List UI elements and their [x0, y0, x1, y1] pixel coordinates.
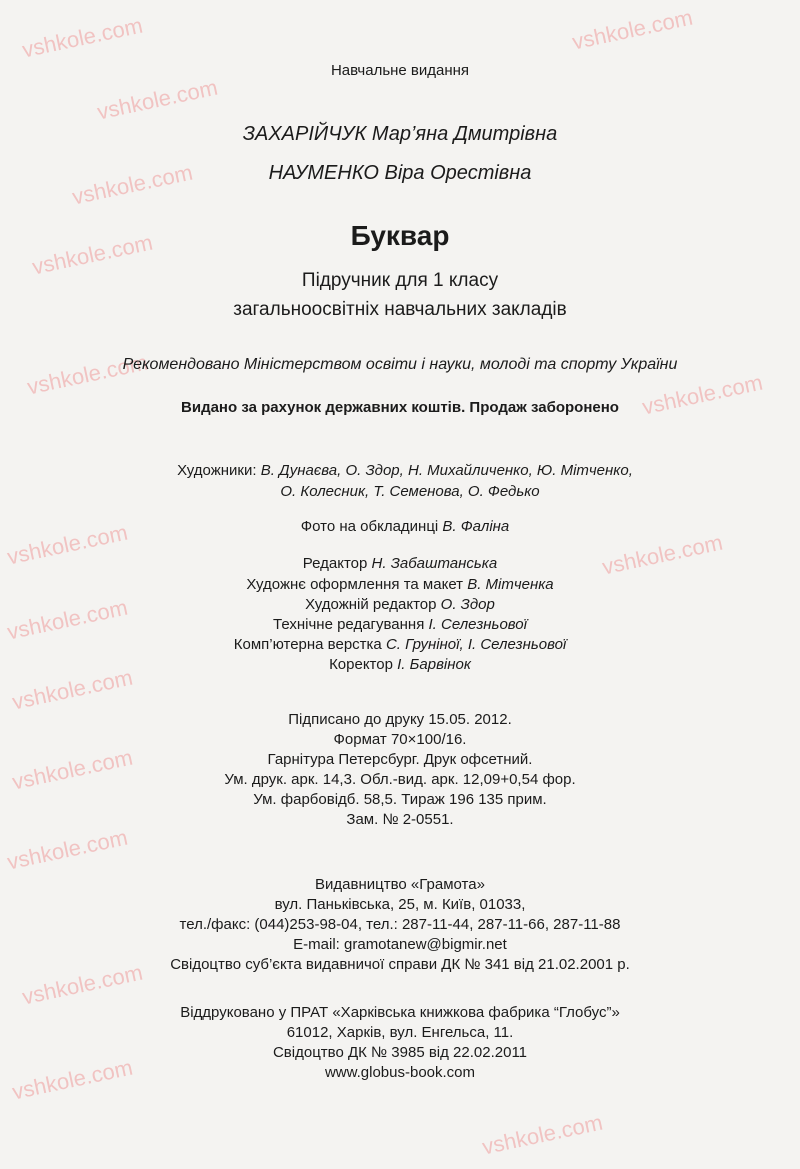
- proofreader-label: Коректор: [329, 656, 398, 673]
- subtitle-line-2: загальноосвітніх навчальних закладів: [233, 299, 567, 320]
- author-1-name: Мар’яна Дмитрівна: [366, 123, 558, 145]
- book-title: Буквар: [350, 220, 450, 251]
- author-2: [0, 162, 800, 185]
- watermark: vshkole.com: [95, 74, 220, 125]
- proofreader: [0, 656, 800, 673]
- publisher-line: Видавництво «Грамота»: [315, 876, 485, 893]
- print-info-line: Ум. друк. арк. 14,3. Обл.-вид. арк. 12,09+0,54 фор.: [224, 771, 576, 788]
- watermark: vshkole.com: [30, 229, 155, 280]
- publisher-line: тел./факс: (044)253-98-04, тел.: 287-11-44, 287-11-66, 287-11-88: [179, 916, 621, 933]
- cover-photo-name: В. Фаліна: [442, 518, 510, 535]
- subtitle-line-1: Підручник для 1 класу: [301, 270, 499, 291]
- watermark: vshkole.com: [10, 744, 135, 795]
- watermark: vshkole.com: [25, 349, 150, 400]
- watermark: vshkole.com: [5, 519, 130, 570]
- artists-line-1: [5, 462, 800, 479]
- watermark: vshkole.com: [20, 12, 145, 63]
- watermark: vshkole.com: [10, 664, 135, 715]
- computer-layout-names: С. Груніної, І. Селезньової: [385, 636, 567, 653]
- print-info-line: Зам. № 2-0551.: [346, 811, 454, 828]
- watermark: vshkole.com: [480, 1109, 605, 1160]
- art-editor-name: О. Здор: [440, 596, 495, 613]
- printer-website: www.globus-book.com: [324, 1064, 476, 1081]
- author-1-surname: ЗАХАРІЙЧУК: [242, 123, 367, 145]
- edition-type: Навчальне видання: [330, 62, 470, 79]
- watermark: vshkole.com: [5, 594, 130, 645]
- editor: [0, 555, 800, 572]
- author-2-surname: НАУМЕНКО: [268, 162, 379, 184]
- printer-line: 61012, Харків, вул. Енгельса, 11.: [286, 1024, 514, 1041]
- watermark: vshkole.com: [20, 959, 145, 1010]
- watermark: vshkole.com: [570, 4, 695, 55]
- print-info-line: Гарнітура Петерсбург. Друк офсетний.: [267, 751, 533, 768]
- watermark: vshkole.com: [10, 1054, 135, 1105]
- publisher-line: Свідоцтво суб’єкта видавничої справи ДК № 341 від 21.02.2001 р.: [170, 956, 630, 973]
- art-editor: [0, 596, 800, 613]
- watermark: vshkole.com: [5, 824, 130, 875]
- author-1: [0, 123, 800, 146]
- tech-editing: [0, 616, 800, 633]
- cover-photo: [5, 518, 800, 535]
- design-name: В. Мітченка: [467, 576, 554, 593]
- cover-photo-label: Фото на обкладинці: [300, 518, 443, 535]
- editor-label: Редактор: [302, 555, 372, 572]
- editor-name: Н. Забаштанська: [371, 555, 498, 572]
- tech-editing-name: І. Селезньової: [428, 616, 527, 633]
- watermark: vshkole.com: [600, 529, 725, 580]
- tech-editing-label: Технічне редагування: [273, 616, 429, 633]
- design: [0, 576, 800, 593]
- watermark: vshkole.com: [70, 159, 195, 210]
- publisher-email: E-mail: gramotanew@bigmir.net: [293, 936, 507, 953]
- print-info-line: Підписано до друку 15.05. 2012.: [288, 711, 512, 728]
- printer-line: Свідоцтво ДК № 3985 від 22.02.2011: [272, 1044, 528, 1061]
- watermark: vshkole.com: [640, 369, 765, 420]
- author-2-name: Віра Орестівна: [378, 162, 532, 184]
- publisher-line: вул. Паньківська, 25, м. Київ, 01033,: [274, 896, 526, 913]
- print-info-line: Формат 70×100/16.: [333, 731, 467, 748]
- computer-layout-label: Комп’ютерна верстка: [233, 636, 386, 653]
- state-funding-notice: Видано за рахунок державних коштів. Продаж заборонено: [181, 399, 619, 416]
- proofreader-name: І. Барвінок: [397, 656, 471, 673]
- artists-line-2: О. Колесник, Т. Семенова, О. Федько: [280, 483, 540, 500]
- design-label: Художнє оформлення та макет: [246, 576, 468, 593]
- printer-line: Віддруковано у ПРАТ «Харківська книжкова фабрика “Глобус”»: [180, 1004, 620, 1021]
- computer-layout: [0, 636, 800, 653]
- recommendation: Рекомендовано Міністерством освіти і науки, молоді та спорту України: [122, 356, 678, 373]
- art-editor-label: Художній редактор: [305, 596, 441, 613]
- print-info-line: Ум. фарбовідб. 58,5. Тираж 196 135 прим.: [253, 791, 547, 808]
- artists-names-1: В. Дунаєва, О. Здор, Н. Михайличенко, Ю. Мітченко,: [260, 462, 633, 479]
- artists-label: Художники:: [177, 462, 261, 479]
